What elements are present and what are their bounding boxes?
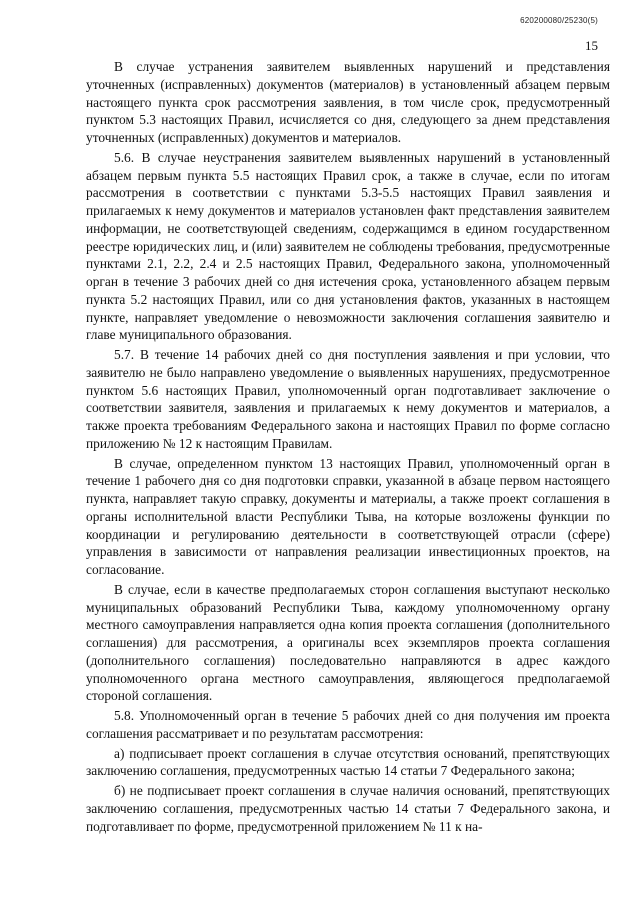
document-body [86, 58, 610, 835]
paragraph-approval-routing: В случае, определенном пунктом 13 настоящих Правил, уполномоченный орган в течение 1 рабочего дня со дня подготовки справки, указанной в абзаце первом настоящего пункта, направляет такую справку, документы и материалы, а также проект соглашения в органы исполнительной власти Республики Тыва, на которые возложены функции по координации и регулированию деятельности в соответствующей отрасли (сфере) управления в зависимости от направления реализации инвестиционных проектов, на согласование. [86, 455, 610, 577]
paragraph-5-8: 5.8. Уполномоченный орган в течение 5 рабочих дней со дня получения им проекта соглашения рассматривает и по результатам рассмотрения: [86, 708, 610, 741]
paragraph-5-6: 5.6. В случае неустранения заявителем выявленных нарушений в установленный абзацем первым пункта 5.5 настоящих Правил срок, а также в случае, если по итогам рассмотрения в соответствии с пунктами 5.3-5.5 настоящих Правил заявления и прилагаемых к нему документов и материалов установлен факт представления заявителем информации, не соответствующей сведениям, содержащимся в едином государственном реестре юридических лиц, и (или) заявителем не соблюдены требования, предусмотренные пунктами 2.1, 2.2, 2.4 и 2.5 настоящих Правил, Федерального закона, уполномоченный орган в течение 3 рабочих дней со дня истечения срока, установленного абзацем первым пункта 5.2 настоящих Правил, или со дня установления фактов, указанных в настоящем пункте, направляет уведомление о невозможности заключения соглашения заявителю и главе муниципального образования. [86, 149, 610, 343]
paragraph-correction-deadline: В случае устранения заявителем выявленных нарушений и представления уточненных (исправленных) документов (материалов) в установленный абзацем первым настоящего пункта срок рассмотрения заявления, в том числе срок, предусмотренный пунктом 5.3 настоящих Правил, исчисляется со дня, следующего за днем представления уточненных (исправленных) документов и материалов. [86, 59, 610, 145]
list-item-a: а) подписывает проект соглашения в случае отсутствия оснований, препятствующих заключению соглашения, предусмотренных частью 14 статьи 7 Федерального закона; [86, 745, 610, 779]
document-id: 620200080/25230(5) [520, 16, 598, 25]
page-number: 15 [585, 38, 598, 53]
list-item-b: б) не подписывает проект соглашения в случае наличия оснований, препятствующих заключению соглашения, предусмотренных частью 14 статьи 7 Федерального закона, и подготавливает по форме, предусмотренной приложением № 11 к на- [86, 783, 610, 834]
paragraph-multiple-municipalities: В случае, если в качестве предполагаемых сторон соглашения выступают несколько муниципальных образований Республики Тыва, каждому уполномоченному органу местного самоуправления направляется одна копия проекта соглашения (дополнительного соглашения) для рассмотрения, а оригиналы всех экземпляров проекта соглашения (дополнительного соглашения) последовательно направляются в адрес каждого уполномоченного органа местного самоуправления, являющегося предполагаемой стороной соглашения. [86, 581, 610, 704]
paragraph-5-7: 5.7. В течение 14 рабочих дней со дня поступления заявления и при условии, что заявителю не было направлено уведомление о выявленных нарушениях, предусмотренное пунктом 5.6 настоящих Правил, уполномоченный орган подготавливает заключение о соответствии заявителя, заявления и прилагаемых к нему документов и материалов, а также проекта требованиям Федерального закона и настоящих Правил по форме согласно приложению № 12 к настоящим Правилам. [86, 347, 610, 451]
